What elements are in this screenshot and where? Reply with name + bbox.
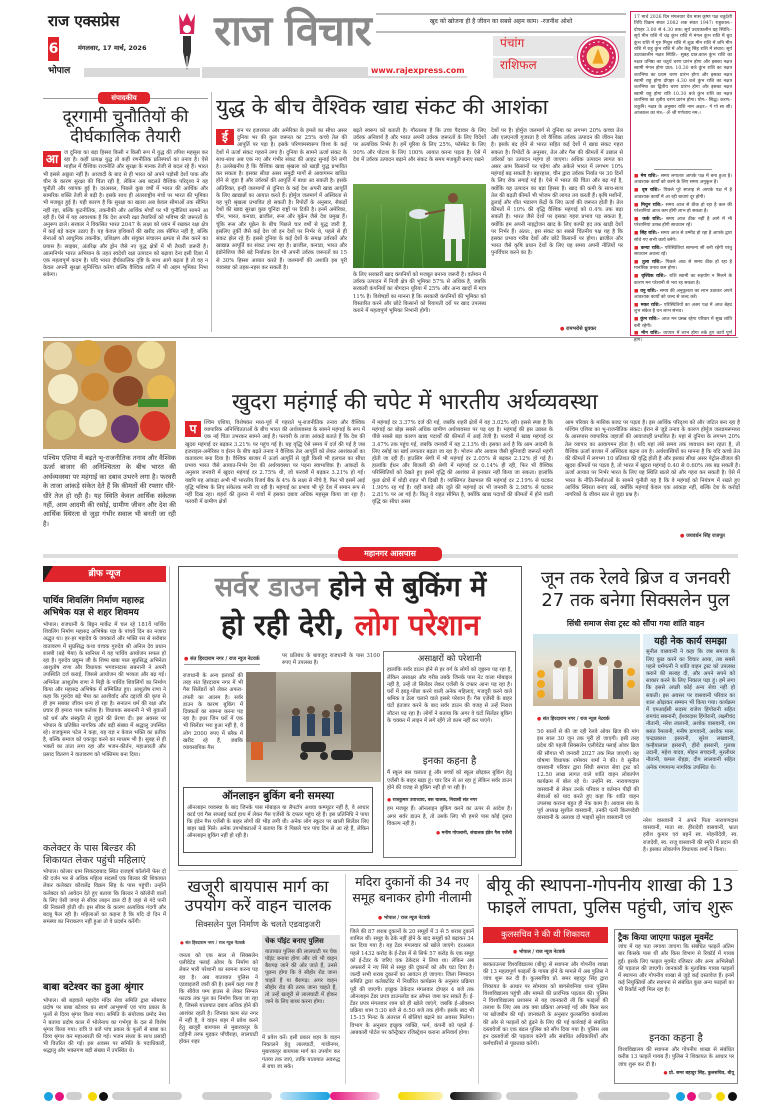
brief-title: पार्थिव शिवलिंग निर्माण महारुद्र अभिषेक यज्ञ से शहर शिवमय [43, 596, 145, 618]
website-link[interactable]: www.rajexpress.com [368, 67, 468, 76]
bridge-body-continued: नरेश वासवानी ने अपने पिता नारायणदास वासवानी, माता स्व. हीरादेवी वासवानी, भ्राता हरीश कुमार एवं बहनें स्व. मोहनीदेवी, स्व. राजदेवी, स्व. राजू वासवानी की स्मृति में प्रदान की है। इसका लोकार्पण विधायक शर्मा ने किया। [643, 818, 738, 853]
section-divider [178, 870, 738, 871]
farmer-field-photo [353, 184, 486, 268]
inflation-byline: ● जयवर्धन सिंह राजपूत [680, 533, 725, 539]
pen-logo-icon [176, 12, 198, 74]
rashi-text: परिस्थितियों का असर पक्ष में आज बेहद शुभ संकेत है धन लाभ संभव। [634, 302, 732, 315]
column-divider [478, 874, 479, 1084]
brief-body: भोपाल। राजधानी के बिट्टन मार्केट में चल रहे 181वें पार्थिव शिवलिंग निर्माण महारुद्र अभिषेक यज्ञ के पांचवें दिन का नजारा अद्भुत था। हर-हर महादेव के जयकारों और भक्ति रस से सरोबार वातावरण में सुप्रसिद्ध कथा वाचक गुरुदेव श्री अनिल देव प्रधान शास्त्री (बड़े भैया) के सानिध्य में यह पार्थिव आयोजन सफल हो रहा है। गुरुदेव प्रद्युम्न जी के शिष्य बाबा पाल सुप्रसिद्ध अभिनेता आशुतोष राणा और विधायक भगवानदास सबनानी ने अपनी उपस्थिति दर्ज कराई, जिससे आयोजन की भव्यता और बढ़ गई। अभिनेता आशुतोष राणा ने मिट्टी के पार्थिव शिवलिंगों का निर्माण किया और महारुद्र अभिषेक में सम्मिलित हुए। आशुतोष राणा ने कहा कि गुरुदेव बड़े भैया का आशीर्वाद और दद्दाजी की कृपा से ही हम सबका जीवन धन्य हो रहा है। सनातन धर्म की रक्षा और प्रचार ही हमारा परम कर्तव्य है। विधायक सबनानी ने भी युवाओं को धर्म और संस्कृति से जुड़ने की प्रेरणा दी। इस अवसर पर भोपाल के प्रतिष्ठित नागरिक और बड़ी संख्या में श्रद्धालु उपस्थित रहे। राजकुमार पटेल ने कहा, यह यज्ञ न केवल भक्ति का प्रतीक है, बल्कि समाज को एकजुट करने का माध्यम भी है। सुबह से ही भक्तों का तांता लगा रहा और भजन-कीर्तन, महाआरती और प्रसाद वितरण ने वातावरण को भक्तिमय बना दिया। [43, 622, 166, 758]
brief-body: भोपाल। श्री बड़वाले महादेव मंदिर सेवा समिति द्वारा सोमवार प्रदोष पर बाबा बटेश्वर का स्वर्ण आभूषणों एवं पांच प्रकार के फूलों से दिव्य श्रृंगार किया गया। समिति के संयोजक प्रमोद नेमा ने बताया प्रदोष काल में भोलेनाथ का गर्भगृह के दल से विशेष श्रृंगार किया गया। रात्रि 9 बजे पांच प्रकार के फूलों से बाबा का दिव्य श्रृंगार कर महाआरती की गई। भजन संध्या के साथ प्रसादी भी वितरित की गई। इस अवसर पर समिति के पदाधिकारी, श्रद्धालु और भक्तगण बड़ी संख्या में उपस्थित थे। [43, 998, 166, 1055]
main-article-text: रान पर इजरायल और अमेरिका के हमले का सीधा असर दुनिया भर की कुल जरूरत का 25% कच्चे तेल की आपूर्ति पर पड़ा है। इसके परिणामस्वरूप विश्व के कई देशों में ऊर्जा संकट गहराने लगा है। दुनिया के सामने ऊर्जा संकट के साथ-साथ अब एक नए और गंभीर संकट की आहट सुनाई देने लगी है। उल्लेखनीय है कि वैश्विक खाद्य श्रृंखला को खाड़ी युद्ध प्रभावित कर सकता है। इसका सीधा असर समुद्री मार्गों से आवागमन बाधित होने से जुड़ा है और उर्वरकों की आपूर्ति में बाधा आ सकती है। इसके अतिरिक्त, इन्हीं जलमार्गों से दुनिया के कई देश अपनी खाद्य आपूर्ति के लिए खाद्यान्नों का आयात करते हैं। होर्मुज जलमार्ग में अस्थिरता से यह पूरी श्रृंखला प्रभावित हो सकती है। रिपोर्टों के अनुसार, सैकड़ों देशों की खाद्य सुरक्षा कुछ चुनिंदा राष्ट्रों पर टिकी है। इनमें अमेरिका, चीन, भारत, कनाडा, ब्राजील, रूस और यूक्रेन जैसे देश प्रमुख हैं। चूंकि रूस और यूक्रेन के बीच पिछले चार वर्षों से युद्ध जारी है, इसलिए तुर्की जैसे कई देश जो इन देशों पर निर्भर थे, पहले से ही संकट झेल रहे हैं। इससे दुनिया के कई देशों के समक्ष उर्वरकों और खाद्यान्न आपूर्ति का संकट उभर रहा है। ब्राजील, कनाडा, भारत और इंडोनेशिया जैसे बड़े निर्यातक देश भी अपनी उर्वरक जरूरतों का 15 से 30% हिस्सा आयात करते हैं। जलमार्गों की अशांति इस पूरी व्यवस्था को तहस-नहस कर सकती है। [216, 128, 347, 271]
rashi-text: आज मन प्रसन्न रहेगा परिवार में सुख शांति बनी रहेगी। [634, 317, 732, 329]
cyan-dot [44, 1092, 53, 1101]
server-headline-line1 [183, 573, 518, 603]
server-intro: पर प्रतिबंध के बावजूद राजधानी के पास 3100 रुपए में उपलब्ध है। [282, 653, 380, 667]
rashi-text: पिछले आठ से समय ठीक हो रहा है मानसिक तनाव कम होगा। [634, 259, 732, 272]
quote-text: विश्वविद्यालय की स्थापना और गोपनीय शाखा से संबंधित करीब 13 फाइलें गायब हैं। पुलिस ने शिकायत के आधार पर जांच शुरू कर दी है। [618, 1047, 734, 1068]
editorial-title: दूरगामी चुनौतियों की दीर्घकालिक तैयारी [62, 107, 189, 147]
print-registration-marks [0, 1090, 778, 1104]
magenta-tint-bar [330, 1092, 380, 1100]
quote-text: हम मजबूर हैं। ऑनलाइन बुकिंग करने का ऊपर से आदेश है। अगर सर्वर डाउन है, तो उसके लिए भी हमारे पास कोई दूसरा विकल्प नहीं है। [387, 806, 512, 827]
grocery-photo [43, 341, 176, 449]
quote-title: इनका कहना है [422, 756, 477, 768]
yellow-tint-bar [398, 1092, 443, 1100]
bu-byline: ● भोपाल / राज न्यूज नेटवर्क [513, 949, 565, 955]
column-divider [211, 92, 212, 332]
khajuri-body: जनता को एक साल से सिक्सलेन एलीवेटेड फ्लाई ओवर के निर्माण को लेकर भारी परेशानी का सामना करना पड़ रहा है। अब यातायात पुलिस ने एडवाइजरी जारी की है। इसमें कहा गया है कि सीवेज पम्प हाउस से लेकर सिग्नल फाटक तक पुल का निर्माण किया जा रहा है, जिससे यातायात दबाव अधिक होने की आशंका रहती है। जिनका काम संत नगर में नहीं है, वे वाहन शहर में प्रवेश करने हेतु खजूरी बायपास से मुबारकपुर के दाहिनी तरफ मुड़कर पाँचौराहा, लालघाटी होकर शहर [179, 953, 258, 1046]
yellow-dot [88, 1092, 97, 1101]
quote-of-day: खुद को खोजना ही है जीवन का सबसे अहम काम। -रजनीश ओशो [429, 18, 573, 25]
ceremony-photo [533, 634, 640, 706]
column-divider [345, 874, 346, 1084]
metro-section-label: महानगर आसपास [338, 547, 442, 561]
inflation-col2: में महंगाई दर 3.37% दर्ज की गई, जबकि शहरी क्षेत्रों में यह 3.02% रही। इससे स्पष्ट है कि महंगाई का बोझ सबसे अधिक ग्रामीण अर्थव्यवस्था पर पड़ रहा है। महंगाई की इस उछाल के पीछे सबसे बड़ा कारण खाद्य पदार्थों की कीमतों में आई तेजी है। फरवरी में खाद्य महंगाई दर 3.47% तक पहुंच गई, जबकि जनवरी में यह 2.13% थी। इसका अर्थ है कि आम आदमी के लिए रसोई का खर्च लगातार बढ़ता जा रहा है। भोजन और आवास जैसी बुनियादी जरूरतें महंगी होती जा रही हैं। हाउसिंग श्रेणी में भी महंगाई दर 2.05% से बढ़कर 2.12% हो गई है। हालांकि ईंधन और बिजली की श्रेणी में महंगाई दर 0.14% ही रही, फिर भी वैश्विक परिस्थितियों को देखते हुए इसमें वृद्धि की आशंका से इनकार नहीं किया जा सकता। हालांकि कुछ क्षेत्रों में थोड़ी राहत भी दिखी है। व्यक्तिगत देखभाल की महंगाई दर 2.19% से घटकर 1.90% रह गई है। वहीं कपड़े और जूते की महंगाई दर भी जनवरी के 2.98% से घटकर 2.81% पर आ गई है। किंतु ये राहत सीमित है, क्योंकि खाद्य पदार्थों की कीमतों में होने वाली वृद्धि का सीधा असर [372, 420, 553, 506]
rashi-text: पिछले पूरे सप्ताह से आपके पक्ष में है आवश्यक कार्यों में आ रही बाधाएं दूर होंगी। [634, 188, 733, 200]
banner-triangle [43, 566, 53, 582]
panchang-details: 17 मार्च 2026 दिन मंगलवार चैत्र मास कृष्ण पक्ष चतुर्दशी तिथि विक्रम संवत 2082 शक संवत 1947। राहुकाल:- दोपहर 3.00 से 4.30 तक। सूर्य उदयकालीन ग्रह स्थिति:- सूर्य मीन राशि में चंद्र कुंभ राशि में मंगल कुंभ राशि में बुध कुंभ राशि में गुरु मिथुन राशि में शुक्र मीन राशि में शनि मीन राशि में राहु कुंभ राशि में और केतु सिंह राशि में संचार। सूर्य उदयकालीन नक्षत्र स्थिति:- सुबह प्रात:काल कुंभ राशि का नक्षत्र धनिष्ठा का चतुर्थ चरण प्रारंभ होगा और इसका नक्षत्र स्वामी मंगल होगा प्रात: 10.30 बजे कुंभ राशि का नक्षत्र शतभिषा का प्रथम चरण प्रारंभ होगा और इसका नक्षत्र स्वामी राहु होगा दोपहर 4.30 बजे कुंभ राशि का नक्षत्र शतभिषा का द्वितीय चरण प्रारंभ होगा और इसका नक्षत्र स्वामी राहु होगा रात्रि 10.30 बजे कुंभ राशि का नक्षत्र शतभिषा का तृतीय चरण प्रारंभ होगा। योग:- सिद्ध। करण:- शकुनि। नक्षत्र के अनुसार राशि नाम अक्षर:- गे गो सा सी। आजकल का मंत्र:- ॐ श्री गणेशाय नम:। [634, 15, 732, 117]
rashi-name: कर्क राशि:- [642, 216, 664, 222]
magenta-dot [55, 1092, 64, 1101]
page-number-badge: 6 [48, 37, 59, 61]
brief-title: बाबा बटेश्वर का हुआ श्रृंगार [43, 982, 144, 993]
main-headline: युद्ध के बीच वैश्विक खाद्य संकट की आशंका [216, 95, 549, 119]
panchang-column [630, 11, 736, 343]
side-box-text: सुनील वासवानी ने कहा कि जब समाज के लिए कुछ करने का विचार आया, तब सबसे पहले धर्मपत्नी ने शांति वाहन ट्रस्ट को उपलब्ध कराने की सलाह दी, और अपने सपने को साकार करने के लिए निकाल पड़ा हूं। हमें लगा कि इससे अच्छी कोई अन्य सेवा नहीं हो सकती। इस अवसर पर वासवानी परिवार का शाल ओढ़ाकर सम्मान भी किया गया। कार्यक्रम में एमआईसी सदस्य राजेश हिंगोरानी सहित रामचंद सबनानी, ईश्वरदास हिंगोरानी, लक्ष्मीचंद नौतानी, नरेश लालानी, अशोक वासवानी, राम बसंत रैमलानी, मनीष डागवानी, अशोक मारू, चन्द्रप्रकाश इसरानी, सुरेश लखवानी, कन्हैयालाल इसरानी, हीरो इसरानी, गुलाब उदानी, महेश यादव, मोहन सचदानी, मुरलीधर नौतानी, कमल रोहड़ा, दीप लालवानी सहित अनेक गणमान्य नागरिक उपस्थित थे। [646, 649, 735, 771]
black-dot [728, 1092, 737, 1101]
edition-city: भोपाल [48, 66, 71, 76]
main-article-col1 [216, 128, 347, 333]
box-body: ऑनलाइन व्यवस्था के बाद जिनके पास मोबाइल या लैपटॉप अथवा कम्प्यूटर नहीं है, वे आधार कार्ड एवं गैस सप्लाई कार्ड हाथ में लेकर गैस एजेंसी के दफ्तर पहुंच रहे हैं। इस प्रतिनिधि ने पाया कि इंडेन गैस एजेंसी के बाहर लोगों की भीड़ लगी थी। अनेक लोग स्कूटर पर खाली सिलेंडर लिए बाहर खड़े मिले। अनेक उपभोक्ताओं ने बताया कि वे पिछले चार पांच दिन से आ रहे हैं, लेकिन ऑनलाइन बुकिंग नहीं हो रही है। [187, 804, 369, 840]
bu-banner-label: कुलसचिव ने की थी शिकायत [501, 930, 590, 940]
rashi-text: व्यापार में लाभ होगा रुके हुए कार्य पूर्ण होंगे। [634, 331, 732, 343]
rashi-name: कन्या राशि:- [640, 245, 663, 251]
rashi-item [634, 246, 732, 259]
illiterate-issue-box [383, 651, 516, 858]
box-title: चेक पॉइंट बनाए पुलिस [265, 937, 324, 945]
editorial-tag: संपादकीय [98, 92, 150, 104]
rashi-text: समय आज से ठीक हो रहा है कल की परेशानियां आज कम होंगी लाभ हो सकता है। [634, 202, 732, 215]
inflation-col1 [185, 420, 365, 540]
rashi-text: समय आज ठीक नहीं है आगे में भी परेशानियां उत्पन्न होंगी सावधान रहें। [634, 216, 733, 229]
box-title: असाक्षरों को परेशानी [417, 654, 482, 664]
street-queue-photo [246, 672, 381, 782]
rashi-text: राशि स्वामी का सहयोग न मिलने के कारण मन परेशानी से भरा रह सकता है। [634, 274, 732, 286]
black-dot [99, 1092, 108, 1101]
inflation-text: श्चिम एशिया, विशेषकर मध्य-पूर्व में गहराते भू-राजनीतिक तनाव और वैश्विक व्यापारिक अनिश्चितताओं के बीच भारत की अर्थव्यवस्था के सामने महंगाई के रूप में एक नई चिंता उभरकर सामने आई है। फरवरी के ताजा आंकड़े बताते हैं कि देश की खुदरा महंगाई दर बढ़कर 3.21% पर पहुंच गई है। यह वृद्धि ऐसे समय में दर्ज की गई है जब इजराइल-अमेरिका व ईरान के बीच बढ़ते तनाव ने वैश्विक तेल आपूर्ति को लेकर आशंकाओं का वातावरण बना दिया है। वैश्विक बाजार में ऊर्जा आपूर्ति से जुड़ी किसी भी हलचल का सीधा प्रभाव भारत जैसे आयात-निर्भर देश की अर्थव्यवस्था पर पड़ना स्वाभाविक है। आंकड़ों के अनुसार जनवरी में खुदरा महंगाई दर 2.75% थी, जो फरवरी में बढ़कर 3.21% हो गई। यद्यपि यह आंकड़ा अभी भी भारतीय रिजर्व बैंक के 4% के लक्ष्य से नीचे है, फिर भी इसमें आई वृद्धि भविष्य के लिए संकेतक मानी जा रही है। महंगाई का प्रभाव भी पूरे देश में समान रूप से नहीं दिख रहा। शहरों की तुलना में गांवों में इसका दबाव अधिक महसूस किया जा रहा है। फरवरी में ग्रामीण क्षेत्रों [185, 420, 365, 506]
rashi-item [634, 317, 732, 330]
khajuri-headline: खजूरी बायपास मार्ग का उपयोग करें वाहन चालक [184, 877, 332, 915]
rashi-text: समय की अनुकूलता का लाभ उठाकर अपने आवश्यक कार्यों को जल्द से जल्द करें। [634, 288, 732, 300]
editorial-text: ज दुनिया का बड़ा हिस्सा किसी न किसी रूप में युद्ध की तपिश महसूस कर रहा है। कहीं प्रत्यक्ष युद्ध तो कहीं रणनीतिक प्रतिस्पर्धा का तनाव है। ऐसे माहौल में वैश्विक राजनीति और सुरक्षा के मानक तेजी से बदल रहे हैं। भारत भी इससे अछूता नहीं है। आजादी के बाद से ही भारत को अपने पड़ोसी देशों पाक और चीन के कारण सुरक्षा की चिंता रही है, लेकिन अब बदलते वैश्विक परिदृश्य ने यह चुनौती और व्यापक हुई है। दरअसल, पिछले कुछ वर्षों में भारत की आर्थिक और सामरिक शक्ति तेजी से बढ़ी है। इसके साथ ही अंतरराष्ट्रीय मंचों पर भारत की भूमिका भी मजबूत हुई है। यही कारण है कि सुरक्षा का खतरा अब केवल सीमाओं तक सीमित नहीं रहा, बल्कि कूटनीतिक, तकनीकी और आर्थिक मोर्चों पर भी चुनौतियां सामने आ रही हैं। ऐसे में यह आवश्यक है कि देश अपनी रक्षा तैयारियों को भविष्य की जरूरतों के अनुरूप ढाले। सरकार ने विकसित भारत 2047 के लक्ष्य को ध्यान में रखकर रक्षा क्षेत्र में कई बड़े कदम उठाए हैं। यह केवल हथियारों की खरीद तक सीमित नहीं है, बल्कि सेनाओं को आधुनिक तकनीक, प्रशिक्षण और संयुक्त संचालन क्षमता से लैस करने का प्रयास है। साइबर, अंतरिक्ष और ड्रोन जैसे नए युद्ध क्षेत्रों में भी तैयारी जरूरी है। आत्मनिर्भर भारत अभियान के तहत स्वदेशी रक्षा उत्पादन को बढ़ावा देना इसी दिशा में एक महत्वपूर्ण कदम है। यदि भारत दीर्घकालिक दृष्टि के साथ आगे बढ़ता है तो वह न केवल अपनी सुरक्षा सुनिश्चित करेगा बल्कि वैश्विक शांति में भी अहम भूमिका निभा सकेगा। [43, 150, 208, 279]
box-title: ट्रैक किया जाएगा फाइल मूवमेंट [618, 932, 714, 942]
rashi-name: तुला राशि:- [642, 259, 663, 265]
bu-banner [483, 927, 608, 943]
divider [350, 925, 474, 926]
brief-title: कलेक्टर के पास बिल्डर की शिकायत लेकर पहुंची महिलाएं [43, 843, 146, 866]
inflation-caption: पश्चिम एशिया में बढ़ते भू-राजनीतिक तनाव और वैश्विक ऊर्जा बाजार की अनिश्चितता के बीच भारत की अर्थव्यवस्था पर महंगाई का दबाव उभरने लगा है। फरवरी के ताजा आंकड़े संकेत देते हैं कि कीमतों की रफ्तार धीरे-धीरे तेज हो रही है। यह स्थिति केवल आर्थिक संकेतक नहीं, आम आदमी की रसोई, ग्रामीण जीवन और देश की आर्थिक स्थिरता से जुड़ा गंभीर सवाल भी बनती जा रही है। [43, 454, 176, 528]
gray-bar [698, 1092, 712, 1100]
dropcap: प [185, 421, 201, 437]
side-box-title: यही नेक कार्य समझा [654, 636, 727, 647]
rashi-name: वृष राशि:- [642, 188, 661, 194]
quote-text: मैं स्कूल बस चलाता हूं और बच्चों को स्कूल छोड़कर बुकिंग हेतु एजेंसी के बाहर खड़ा हूं। चार दिन से आ रहा हूं लेकिन सर्वर डाउन होने की वजह से बुकिंग नहीं हो पा रही है। [387, 770, 512, 791]
cyan-dot [676, 1092, 685, 1101]
rashi-item [634, 303, 732, 316]
khajuri-body-continued: में प्रवेश करें। इसी प्रकार शहर के वाहन निकालने हेतु लालघाटी, गांधीनगर, मुबारकपुर बायपास मार्ग का उपयोग कर गंतव्य तक जाएं, ताकि यातायात अवरुद्ध से बचा जा सके। [262, 1035, 340, 1070]
bridge-body: 50 सालों से की जा रही रेलवे ओवर ब्रिज की मांग इस साल 30 जून तक पूरी हो जाएगी। इसी तरह प्रदेश की पहली सिक्सलेन एलीवेटेड फ्लाई ओवर ब्रिज की सौगात भी जनवरी 2027 तक मिल जाएगी। यह घोषणा विधायक रामेश्वर शर्मा ने की। वे सुनील वासवानी परिवार द्वारा सिंधी समाज सेवा ट्रस्ट को 12.50 लाख लागत वाले शांति वाहन लोकार्पण कार्यक्रम में बोल रहे थे। उन्होंने स्व. नारायणदास वासवानी से लेकर उनके परिवार व वर्तमान पीढ़ी की सेवाओं को याद करते हुए कहा कि शांति वाहन उपलब्ध कराना बहुत ही नेक काम है। आवास संघ के पूर्व अध्यक्ष सुशील वासवानी, उनकी पत्नी किरणदेवी वासवानी के अलावा दो भाइयों सुरेश वासवानी एवं [537, 729, 639, 822]
rashi-item [634, 188, 732, 201]
rashi-text: समय लगातार आपके पक्ष में बना हुआ है। आवश्यक कार्यों को करने के लिए समय अनुकूल है। [634, 174, 732, 186]
yellow-dot [716, 1092, 725, 1101]
column-divider [169, 566, 170, 1084]
divider [654, 169, 712, 170]
liquor-body: जिले की 87 शराब दुकानों के 20 समूहों में 3 से 5 शराब दुकानें शामिल थीं। समूह के ठेके नहीं होने के बाद समूहों को बढ़ाकर 34 कर दिया गया है। यह टेंडर मंगलवार को खोले जाएंगे। दरअसल पहले 1432 करोड़ के ई-टेंडर में से सिर्फ 57 करोड़ के एक समूह को ई-टेंडर के जरिए एक ठेकेदार ने लिया था। लेकिन अब अफसरों ने नए सिरे से समूह की दुकानों को और घटा दिया है। जल्दी सभी शराब दुकानों का आवंटन हो जाएगा। जिला निष्पादन समिति द्वारा कलेक्टोरेट में निर्धारित कार्यक्रम के अनुसार प्रक्रिया पूरी की जाएगी। इच्छुक ठेकेदार मंगलवार दोपहर 4 बजे तक ऑनलाइन टेंडर प्रपत्र डाउनलोड कर ऑफर जमा कर सकते हैं। ई-टेंडर प्रपत्र मंगलवार शाम को ही खोले जाएंगे, जबकि ई-ऑक्शन प्रक्रिया शाम 5:30 बजे से 6:50 बजे तक होगी। इसके बाद भी 15-15 मिनट के अंतराल में बोलियां बढ़ाने का अवसर मिलेगा। विभाग के अनुसार इच्छुक व्यक्ति, फर्म, कंपनी को पहले ई-आबकारी पोर्टल पर कॉन्ट्रैक्टर रजिस्ट्रेशन कराना अनिवार्य होगा। [350, 929, 474, 1036]
quote-byline: ● मनीष गोपलानी, संचालक इंडेन गैस एजेंसी [387, 830, 512, 836]
file-tracking-box [614, 929, 738, 1084]
quote-byline: ● प्रो. समर बहादुर सिंह, कुलसचिव, बीयू [618, 1070, 734, 1076]
server-byline: ● संत हिरदाराम नगर / राज न्यूज नेटवर्क [184, 656, 260, 665]
dropcap: ई [216, 129, 234, 145]
zodiac-wheel-icon [578, 37, 618, 77]
rashifal-label: राशिफल [500, 58, 537, 72]
bridge-headline: जून तक रेलवे ब्रिज व जनवरी 27 तक बनेगा सिक्सलेन पुल [540, 568, 731, 611]
quote-byline: ● राजकुमार उपाध्याय, बस चालक, निवासी संत नगर [387, 797, 512, 803]
rashi-name: वृश्चिक राशि:- [641, 274, 667, 280]
rashi-name: मीन राशि:- [641, 331, 662, 337]
bu-headline: बीयू की स्थापना-गोपनीय शाखा की 13 फाइलें लापता, पुलिस पहुंची, जांच शुरू [486, 876, 734, 918]
side-box [643, 634, 738, 812]
black-tint-bar [450, 1092, 502, 1100]
bridge-subhead: सिंधी समाज सेवा ट्रस्ट को सौंपा गया शांति वाहन [566, 619, 705, 628]
bu-body: बरकतउल्ला विश्वविद्यालय (बीयू) से स्थापना और गोपनीय शाखा की 13 महत्वपूर्ण फाइलों के गायब होने के मामले में अब पुलिस ने जांच शुरू कर दी है। कुलसचिव प्रो. समर बहादुर सिंह द्वारा शिकायत के आधार पर सोमवार को बागसेवनिया थाना पुलिस विश्वविद्यालय पहुंची और मामले की प्रारंभिक पड़ताल की। पुलिस ने विश्वविद्यालय प्रशासन से यह जानकारी ली कि फाइलों की तलाश के लिए अब तक क्या प्रक्रिया अपनाई गई और किस स्तर पर खोजबीन की गई। जानकारी के अनुसार कुलसचिव कार्यालय की ओर से फाइलों को ढूंढने के लिए की गई कार्रवाई से संबंधित दस्तावेजों का एक बंडल पुलिस को सौंप दिया गया है। पुलिस अब इन दस्तावेजों की पड़ताल करेगी और संबंधित अधिकारियों और कर्मचारियों से पूछताछ करेगी। [483, 962, 608, 1048]
cyan-tint-bar [280, 1092, 330, 1100]
rashi-name: मकर राशि:- [640, 302, 662, 308]
rashi-item [634, 260, 732, 273]
liquor-byline: ● भोपाल / राज न्यूज नेटवर्क [378, 915, 430, 921]
headline-gray: सर्वर डाउन [214, 572, 320, 603]
online-booking-box [183, 787, 373, 853]
bridge-byline: ● संत हिरदाराम नगर / राज न्यूज नेटवर्क [537, 716, 610, 722]
box-body: यातायात पुलिस की लालघाटी पर चेक पॉइंट बनाया होगा और जो भी वाहन बैरागढ़ जाने की ओर जाते हैं, उनसे पूछना होगा कि वे सीहोर रोड जाना चाहते हैं या बैरागढ़। अगर वाहन सीहोर रोड की तरफ जाना चाहते हैं, तो उन्हें खजूरी से लालघाटी में होकर जाने के लिए बाध्य करना होगा। [265, 948, 337, 1006]
rashi-item [634, 289, 732, 302]
section-title: राज विचार [214, 6, 371, 55]
rashi-item [634, 274, 732, 287]
rashi-name: मेष राशि:- [640, 174, 659, 179]
rashi-name: धनु राशि:- [640, 288, 659, 294]
rashi-name: कुंभ राशि:- [640, 317, 660, 323]
gray-bar [202, 1092, 272, 1100]
rashi-item [634, 231, 732, 244]
server-body: राजधानी के अन्य इलाकों की तरह संत हिरदाराम नगर में भी गैस सिलेंडरों को लेकर अफरा-तफरी का आलम है। सर्वर डाउन के कारण बुकिंग में दिक्कतों का सामना करना पड़ रहा है। इधर जिन घरों में एक भी सिलेंडर भरा हुआ नहीं है, वे लोग 2000 रुपए में ब्लैक में खरीद रहे हैं, जबकि व्यावसायिक गैस [183, 673, 243, 752]
gray-bar [598, 1092, 670, 1100]
headline-red: लोग परेशान [354, 608, 481, 642]
box-body: जांच में यह पता लगाया जाएगा कि संबंधित फाइलें अंतिम बार किसके पास थीं और किस विभाग से रिकॉर्ड में गायब हुईं। इसके लिए फाइल मूवमेंट रजिस्टर और अन्य अभिलेखों की पड़ताल की जाएगी। जानकारी के मुताबिक गायब फाइलों में स्थापना और गोपनीय शाखा से जुड़े कई दस्तावेज हैं। इनमें कई नियुक्तियों और स्थापना से संबंधित कुछ अन्य फाइलों का भी रिकॉर्ड नहीं मिल रहा है। [618, 944, 734, 994]
magenta-dot [687, 1092, 696, 1101]
dropcap: आ [43, 151, 61, 167]
box-title: ऑनलाइन बुकिंग बनी समस्या [222, 790, 334, 802]
divider [483, 958, 608, 959]
issue-date: मंगलवार, 17 मार्च, 2026 [78, 44, 147, 52]
rashi-text: परिस्थितियां सामान्य सी बनी रहेंगी परंतु सावधान अवश्य रहें। [634, 245, 732, 257]
headline-black: होने से बुकिंग में [329, 572, 487, 603]
brief-news-label: ब्रीफ न्यूज [88, 569, 121, 579]
inflation-headline: खुदरा महंगाई की चपेट में भारतीय अर्थव्यवस्था [232, 390, 598, 415]
gray-bar [66, 1092, 82, 1100]
brand-masthead: राज एक्सप्रेस [48, 12, 120, 30]
main-article-col2-top: बढ़ते स्वरूप को बताती है। गौरतलब है कि उच्च पैदावार के लिए उर्वरक अनिवार्य है और भारत अपनी उर्वरक जरूरतों के लिए विदेशों पर अत्यधिक निर्भर है। हमें यूरिया के लिए 25%, फॉस्फेट के लिए 90% और पोटाश के लिए 100% आयात करना पड़ता है। ऐसे में देश में उर्वरक उत्पादन बढ़ाने और संकट के समय मजबूती बनाए रखने [353, 128, 486, 163]
main-article-col3: देशों पर है। होर्मुज जलमार्ग से दुनिया का लगभग 20% कच्चा तेल और एलएनजी गुजरता है जो वैश्विक उर्वरक उत्पादन की जीवन रेखा है। इसके बंद होने से भारत सहित कई देशों में खाद्य संकट गहरा सकता है। रिपोर्टों के अनुसार, तेल और गैस की कीमतों में उछाल से उर्वरकों का उत्पादन महंगा हो जाएगा। अधिक उत्पादन लागत का असर आम किसानों पर पड़ेगा और अकेले भारत में लगभग 10% महंगाई बढ़ सकती है। बहरहाल, चीन द्वारा उर्वरक निर्यात पर 30 दिनों के लिए रोक लगाई गई है। ऐसे में भारत की चिंता और बढ़ गई है, क्योंकि यह उत्पादन का बड़ा हिस्सा है। खाद की कमी के साथ-साथ तेल की बढ़ती कीमतें भी भोजन की लागत तय करती हैं। कृषि मशीनों, ढुलाई और शीत भंडारण केंद्रों के लिए ऊर्जा की जरूरत होती है। तेल कीमतों में 10% की वृद्धि वैश्विक महंगाई को 0.4% तक बढ़ा सकती है। भारत जैसे देशों पर इसका गहरा प्रभाव पड़ सकता है, क्योंकि हम अपनी नाइट्रोजन खाद के लिए काफी हद तक खाड़ी देशों पर निर्भर हैं। अंतत:, इस संकट का सबसे चिंतनीय पक्ष यह है कि इसका प्रभाव गरीब देशों और छोटे किसानों पर होगा। ब्राजील और भारत जैसे कृषि प्रधान देशों के लिए यह समय अपनी नीतियों पर पुनर्विचार करने का है। [491, 128, 623, 257]
rashi-text: समय आज से उम्मीद हो रहा है आपके द्वारा सोचे गए सभी कार्य बनेंगे। [634, 231, 732, 243]
khajuri-subhead: सिक्सलेन पुल निर्माण के चलते एडवाइजरी [195, 919, 321, 929]
editorial-body [43, 150, 208, 332]
main-article-byline: ● रामभरोसे ध्रुवकर [560, 326, 596, 332]
checkpoint-box [262, 935, 340, 1032]
main-article-col2-bottom: के लिए सरकारी खाद कंपनियों को मजबूत बनाना जरूरी है। वर्तमान में उर्वरक उत्पादन में निजी क्षेत्र की भूमिका 57% से अधिक है, जबकि सरकारी कंपनियों का योगदान यूरिया में 25% और अन्य खादों में मात्र 11% है। विशेषज्ञों का मानना है कि सरकारी कंपनियों की भूमिका को विस्तारित करने और छोटे किसानों को रियायती दरों पर खाद उपलब्ध कराने में महत्वपूर्ण भूमिका निभानी होगी। [353, 272, 486, 315]
inflation-col3: आम परिवार के मासिक बजट पर पड़ता है। इस आर्थिक परिदृश्य को और जटिल बना रहा है पश्चिम एशिया का भू-राजनीतिक संकट। ईरान से जुड़े तनाव के कारण होर्मुज जलडमरूमध्य के आसपास व्यापारिक जहाजों की आवाजाही प्रभावित है। यहां से दुनिया के लगभग 20% तेल व्यापार का आवागमन होता है। यदि यहां लंबे समय तक व्यवधान बना रहता है, तो वैश्विक ऊर्जा बाजार में अस्थिरता बढ़ना तय है। अर्थशास्त्रियों का मानना है कि यदि कच्चे तेल की कीमतों में लगभग 10 प्रतिशत की वृद्धि होती है और इसका सीधा असर पेट्रोल-डीजल की खुदरा कीमतों पर पड़ता है, तो भारत में खुदरा महंगाई 0.40 से 0.60% तक बढ़ सकती है। ऊर्जा आयात पर निर्भर भारत के लिए यह स्थिति खतरे को और गहरा कर सकती है। ऐसे में भारत के नीति-निर्माताओं के सामने चुनौती यह है कि वे महंगाई को नियंत्रण में रखते हुए आर्थिक स्थिरता बनाए रखें, क्योंकि महंगाई केवल एक आंकड़ा नहीं, बल्कि देश के करोड़ों नागरिकों के जीवन स्तर से जुड़ा प्रश्न है। [565, 420, 740, 499]
gray-bar [506, 1092, 578, 1100]
liquor-headline: मदिरा दुकानों की 34 नए समूह बनाकर होगी नीलामी [352, 874, 472, 905]
rashi-name: सिंह राशि:- [639, 231, 660, 237]
rashi-name: मिथुन राशि:- [640, 202, 664, 208]
brief-news-banner [43, 566, 166, 582]
rashi-item [634, 203, 732, 216]
rashi-item [634, 217, 732, 230]
box-body: हालांकि सर्वर डाउन होने से हर वर्ग के लोगों को जूझना पड़ रहा है, लेकिन असाक्षर और गरीब तबके जिनके पास नेट वाला मोबाइल नहीं है, उन्हें तो सिलेंडर लेकर एजेंसी के दफ्तर आना पड़ रहा है। घरों में झाडू-पोंछा करने वाली अनेक महिलाएं, मजदूरी करने वाले श्रमिक व ठेला चलाने वाले इससे परेशान हैं। गैस एजेंसी के बाहर घंटों इंतजार करने के बाद सर्वर डाउन की वजह से उन्हें निराश लौटना पड़ रहा है। लोगों ने बताया कि अगर वे घंटों सिलेंडर बुकिंग के चक्कर में लाइन में लगे रहेंगे तो काम नहीं कर पाएंगे। [387, 667, 512, 724]
quote-title: इनका कहना है [649, 1033, 703, 1045]
rashifal-list [634, 174, 732, 344]
server-headline-line2 [183, 610, 518, 642]
panchang-label: पंचांग [500, 36, 525, 50]
rashi-item [634, 174, 732, 187]
gray-bar [112, 1092, 182, 1100]
khajuri-byline: ● संत हिरदाराम नगर / राज न्यूज नेटवर्क [180, 940, 245, 946]
brief-body: भोपाल। कोलार ग्राम सिकंदराबाद स्थित राजहर्ष कॉलोनी फेस दो की दर्जन भर से अधिक महिला सदस्यों एक बिल्डर की शिकायत लेकर कलेक्टर कौशलेंद्र विक्रम सिंह के पास पहुंचीं। उन्होंने कलेक्टर को आवेदन देते हुए बताया कि बिल्डर ने कॉलोनी वालों के लिए ऐसी जगह से सीवर लाइन डाल दी है जहां से गंदे पानी की निकासी होती थी। इस सीवर के कारण अत्यधिक गंदगी और बदबू फैल रही है। महिलाओं का कहना है कि यदि दो दिन में समस्या का निराकरण नहीं हुआ तो वे प्रदर्शन करेंगी। [43, 869, 166, 926]
headline-black: हो रही देरी, [220, 608, 345, 642]
section-divider [43, 337, 738, 338]
